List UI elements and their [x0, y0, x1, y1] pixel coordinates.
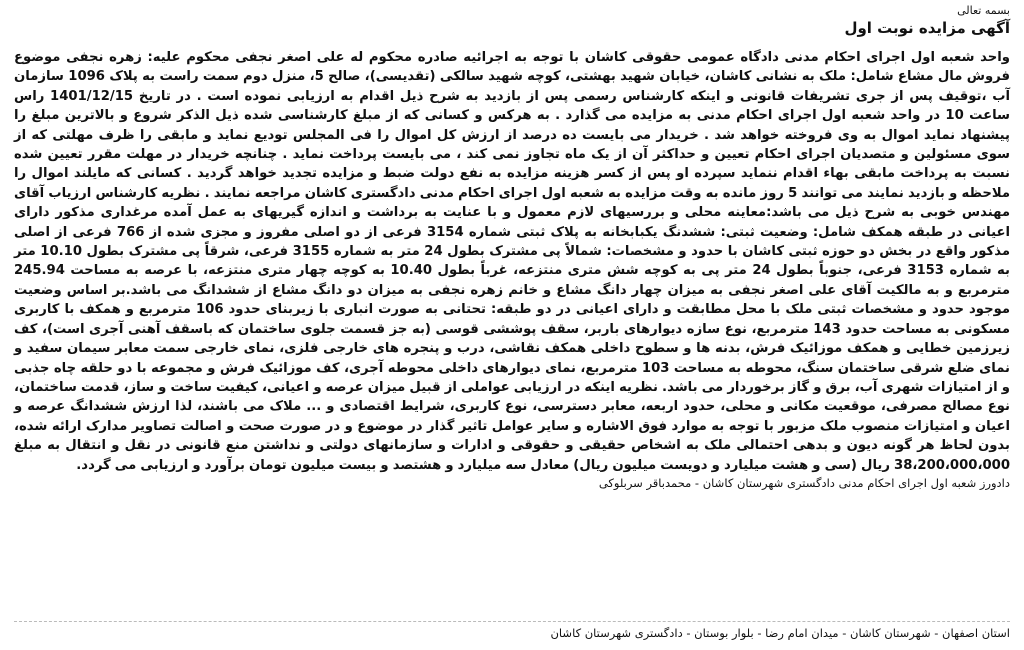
- notice-body: واحد شعبه اول اجرای احکام مدنی دادگاه عمومی حقوقی کاشان با توجه به اجرائیه صادره محکوم له علی اصغر نجفی محکوم علیه: زهره نجفی موضوع فروش مال مشاع شامل: ملک به نشانی کاشان، خیابان شهید بهشتی، کوچه شهید سالکی (تقدیسی)، صالح 5، منزل دوم سمت راست به پلاک 1096 سازمان آب ،توقیف پس از جری تشریفات قانونی و اینکه کارشناس رسمی پس از بازدید به شرح ذیل اقدام به ارزیابی نموده است . در تاریخ 1401/12/15 راس ساعت 10 در واحد شعبه اول اجرای احکام مدنی به مزایده می گذارد . به هرکس و کسانی که از مبلغ کارشناسی شده ذیل الذکر شروع و بالاترین مبلغ را پیشنهاد نماید اموال به وی فروخته خواهد شد . خریدار می بایست ده درصد از ارزش کل اموال را فی المجلس تودیع نماید و مابقی را ظرف مهلتی که از سوی مسئولین و متصدیان اجرای احکام تعیین و حداکثر آن از یک ماه تجاوز نمی کند ، می بایست پرداخت نماید . چنانچه خریدار در مهلت مقرر تعیین شده نسبت به پرداخت مابقی بهاء اقدام ننماید سپرده او پس از کسر هزینه مزایده به نفع دولت ضبط و مزایده تجدید خواهد گردید . کسانی که مایلند اموال را ملاحظه و بازدید نمایند می توانند 5 روز مانده به وقت مزایده به شعبه اول اجرای احکام مدنی دادگستری کاشان مراجعه نمایند . نظریه کارشناس ارزیاب آقای مهندس خوبی به شرح ذیل می باشد:معاینه محلی و بررسیهای لازم معمول و با عنایت به برداشت و اندازه گیریهای به عمل آمده مرغداری مذکور دارای اعیانی در طبقه همکف شامل: وضعیت ثبتی: ششدنگ یکبابخانه به پلاک ثبتی شماره 3154 فرعی از دو اصلی مفروز و مجزی شده از 766 فرعی از اصلی مذکور واقع در بخش دو حوزه ثبتی کاشان با حدود و مشخصات: شمالاً پی مشترک بطول 24 متر به شماره 3155 فرعی، شرقاً پی مشترک بطول 10.10 متر به شماره 3153 فرعی، جنوباً بطول 24 متر پی به کوچه شش متری منتزعه، غرباً بطول 10.40 به کوچه چهار متری منتزعه، با عرصه به مساحت 245.94 مترمربع و به مالکیت آقای علی اصغر نجفی به میزان چهار دانگ مشاع و خانم زهره نجفی به میزان دو دانگ مشاع از ششدانگ می باشد.بر اساس وضعیت موجود حدود و مشخصات ثبتی ملک با محل مطابقت و دارای اعیانی در دو طبقه: تحتانی به صورت انباری با زیربنای حدود 106 مترمربع و همکف با کاربری مسکونی به مساحت حدود 143 مترمربع، نوع سازه دیوارهای باربر، سقف پوششی قوسی (به جز قسمت جلوی ساختمان که باسقف آهنی آجری است)، کف زیرزمین خطایی و همکف موزائیک فرش، بدنه ها و سطوح داخلی همکف نقاشی، درب و پنجره های خارجی فلزی، نمای خارجی سمت معابر سیمان سفید و نمای ضلع شرقی ساختمان سنگ، محوطه به مساحت 103 مترمربع، نمای دیوارهای داخلی محوطه آجری، کف موزائیک فرش و مجموعه با دو حلقه چاه جذبی و از امتیازات شهری آب، برق و گاز برخوردار می باشد. نظریه اینکه در ارزیابی عواملی از قبیل میزان عرصه و اعیانی، کیفیت ساخت و ساز، قدمت ساختمان، نوع مصالح مصرفی، موقعیت مکانی و محلی، حدود اربعه، معابر دسترسی، نوع کاربری، شرایط اقتصادی و ... ملاک می باشند، لذا ارزش ششدانگ عرصه و اعیان و امتیازات منصوب ملک مزبور با توجه به موارد فوق الاشاره و سایر عوامل تاثیر گذار در موضوع و در صورت صحت و اصالت تصاویر مدارک ارائه شده، بدون لحاظ هر گونه دیون و بدهی احتمالی ملک به اشخاص حقیقی و حقوقی و ادارات و سازمانهای دولتی و نداشتن منع قانونی در نقل و انتقال به مبلغ 38،200،000،000 ریال (سی و هشت میلیارد و دویست میلیون ریال) معادل سه میلیارد و هشتصد و بیست میلیون تومان برآورد و ارزیابی می گردد.: [14, 50, 1011, 473]
- bismillah-heading: بسمه تعالی: [957, 4, 1010, 17]
- notice-title: آگهی مزایده نوبت اول: [844, 19, 1010, 37]
- footer-address: استان اصفهان - شهرستان کاشان - میدان امام رضا - بلوار بوستان - دادگستری شهرستان کاشان: [550, 626, 1010, 640]
- signature-line: دادورز شعبه اول اجرای احکام مدنی دادگستری شهرستان کاشان - محمدباقر سربلوکی: [598, 475, 1010, 490]
- footer-divider: [14, 621, 1010, 622]
